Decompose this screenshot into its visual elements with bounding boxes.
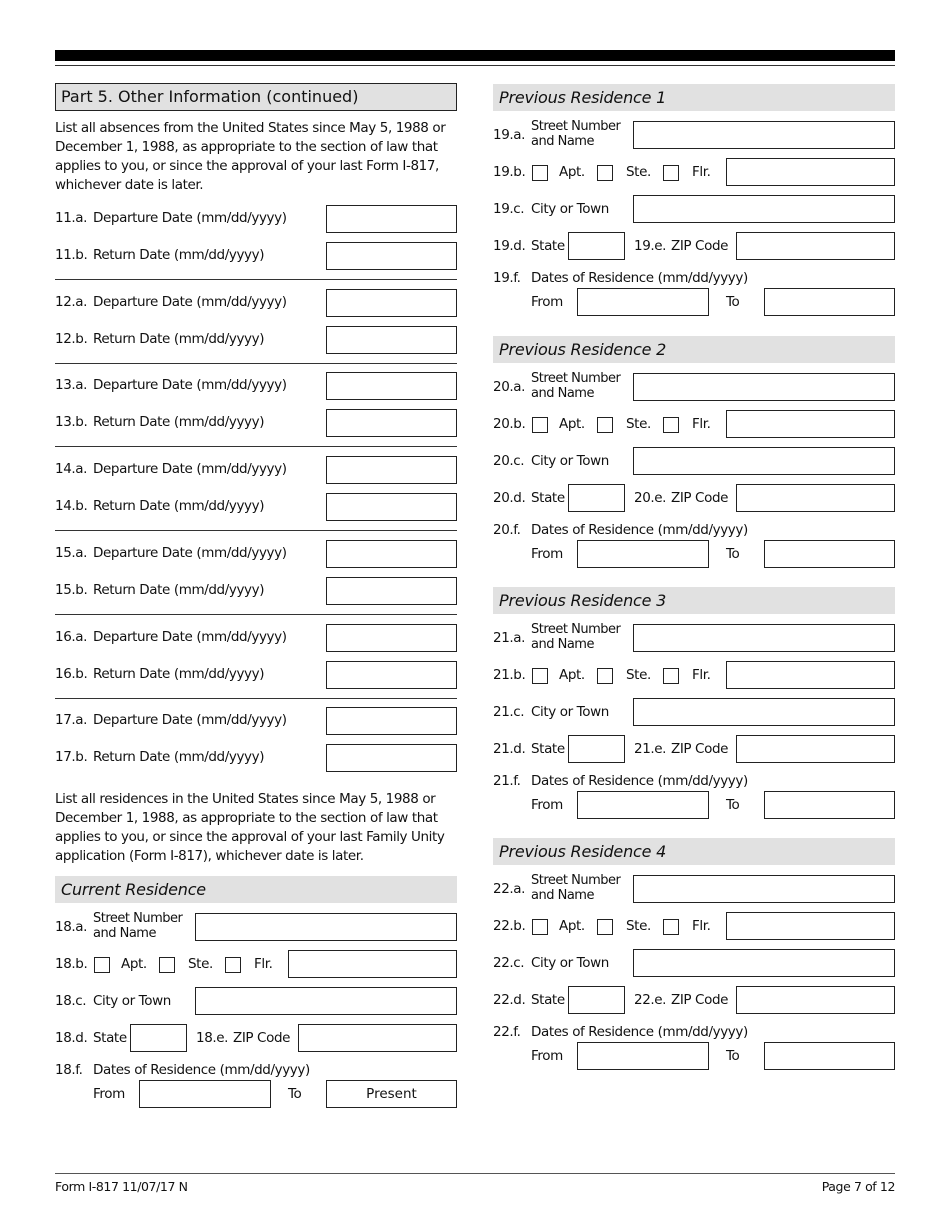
item-number: 19.f.: [493, 270, 521, 286]
to-label: To: [726, 1048, 740, 1064]
return-date-label-number: 14.b.: [55, 498, 88, 515]
street-label-line2: and Name: [531, 637, 594, 652]
footer-form-id: Form I-817 11/07/17 N: [55, 1179, 188, 1194]
street-number-and-name-input[interactable]: [195, 913, 457, 941]
apt-checkbox[interactable]: [532, 919, 548, 935]
state-input[interactable]: [130, 1024, 187, 1052]
from-label: From: [531, 1048, 563, 1064]
apt-ste-flr-number-input[interactable]: [726, 410, 895, 438]
item-number: 20.a.: [493, 378, 526, 395]
apt-checkbox[interactable]: [94, 957, 110, 973]
flr-label: Flr.: [692, 164, 711, 180]
state-input[interactable]: [568, 232, 625, 260]
ste-checkbox[interactable]: [597, 919, 613, 935]
flr-checkbox[interactable]: [663, 919, 679, 935]
to-date-input[interactable]: Present: [326, 1080, 457, 1108]
from-date-input[interactable]: [577, 540, 709, 568]
zip-code-input[interactable]: [736, 484, 895, 512]
item-number: 20.e.: [634, 489, 667, 506]
dates-of-residence-label: Dates of Residence (mm/dd/yyyy): [531, 773, 748, 789]
zip-code-input[interactable]: [736, 735, 895, 763]
to-label: To: [288, 1086, 302, 1102]
flr-label: Flr.: [692, 918, 711, 934]
item-number: 20.b.: [493, 415, 526, 432]
zip-code-input[interactable]: [298, 1024, 457, 1052]
flr-label: Flr.: [692, 415, 711, 432]
return-date-input[interactable]: [326, 661, 457, 689]
ste-checkbox[interactable]: [159, 957, 175, 973]
street-number-and-name-input[interactable]: [633, 624, 895, 652]
from-label: From: [531, 545, 563, 562]
ste-label: Ste.: [188, 956, 213, 972]
departure-date-input[interactable]: [326, 205, 457, 233]
state-label: State: [531, 992, 565, 1008]
street-label-line2: and Name: [531, 888, 594, 903]
state-label: State: [93, 1030, 127, 1046]
zip-code-label: ZIP Code: [671, 741, 729, 757]
item-number: 21.e.: [634, 741, 667, 757]
zip-code-input[interactable]: [736, 232, 895, 260]
return-date-label-number: 13.b.: [55, 414, 88, 431]
street-label: Street Number: [531, 873, 621, 888]
departure-date-input[interactable]: [326, 540, 457, 568]
to-date-input[interactable]: [764, 288, 895, 316]
item-number: 20.f.: [493, 521, 521, 538]
item-number: 21.c.: [493, 704, 525, 720]
previous-residence-2-header: Previous Residence 2: [493, 336, 895, 363]
section-divider: [55, 614, 457, 615]
from-label: From: [531, 797, 563, 813]
from-label: From: [531, 294, 563, 310]
departure-date-label: Departure Date (mm/dd/yyyy): [93, 461, 287, 478]
departure-date-label-number: 17.a.: [55, 712, 88, 729]
dates-of-residence-label: Dates of Residence (mm/dd/yyyy): [531, 270, 748, 286]
return-date-label: Return Date (mm/dd/yyyy): [93, 749, 265, 766]
item-number: 22.b.: [493, 918, 526, 934]
item-number: 18.f.: [55, 1062, 83, 1078]
item-number: 22.f.: [493, 1024, 521, 1040]
city-or-town-input[interactable]: [633, 447, 895, 475]
departure-date-label: Departure Date (mm/dd/yyyy): [93, 544, 287, 561]
return-date-label-number: 15.b.: [55, 581, 88, 598]
street-label: Street Number: [531, 622, 621, 637]
return-date-input[interactable]: [326, 326, 457, 354]
departure-date-label: Departure Date (mm/dd/yyyy): [93, 712, 287, 729]
ste-label: Ste.: [626, 415, 651, 432]
previous-residence-1-header: Previous Residence 1: [493, 84, 895, 111]
ste-checkbox[interactable]: [597, 668, 613, 684]
item-number: 19.a.: [493, 127, 526, 143]
item-number: 18.a.: [55, 919, 88, 935]
previous-residence-3-header: Previous Residence 3: [493, 587, 895, 614]
return-date-label: Return Date (mm/dd/yyyy): [93, 498, 265, 515]
flr-label: Flr.: [692, 667, 711, 683]
street-label-line2: and Name: [93, 926, 156, 941]
footer-page-number: Page 7 of 12: [821, 1179, 895, 1194]
city-or-town-input[interactable]: [633, 949, 895, 977]
apt-label: Apt.: [121, 956, 147, 972]
departure-date-input[interactable]: [326, 456, 457, 484]
top-thick-rule: [55, 50, 895, 61]
flr-checkbox[interactable]: [663, 417, 679, 433]
apt-label: Apt.: [559, 667, 585, 683]
state-input[interactable]: [568, 484, 625, 512]
departure-date-label-number: 15.a.: [55, 544, 88, 561]
to-label: To: [726, 545, 740, 562]
zip-code-input[interactable]: [736, 986, 895, 1014]
item-number: 18.c.: [55, 993, 87, 1009]
city-or-town-input[interactable]: [633, 698, 895, 726]
apt-label: Apt.: [559, 164, 585, 180]
from-date-input[interactable]: [577, 1042, 709, 1070]
part-title: Part 5. Other Information (continued): [55, 83, 457, 111]
ste-label: Ste.: [626, 164, 651, 180]
return-date-label-number: 12.b.: [55, 330, 88, 347]
from-date-input[interactable]: [577, 288, 709, 316]
state-label: State: [531, 741, 565, 757]
dates-of-residence-label: Dates of Residence (mm/dd/yyyy): [93, 1062, 310, 1078]
return-date-label: Return Date (mm/dd/yyyy): [93, 247, 265, 263]
street-label: Street Number: [93, 911, 183, 926]
city-label: City or Town: [531, 955, 609, 971]
departure-date-input[interactable]: [326, 707, 457, 735]
item-number: 19.e.: [634, 238, 667, 254]
return-date-label: Return Date (mm/dd/yyyy): [93, 665, 265, 682]
city-label: City or Town: [531, 704, 609, 720]
item-number: 18.e.: [196, 1030, 229, 1046]
section-divider: [55, 698, 457, 699]
zip-code-label: ZIP Code: [671, 238, 729, 254]
dates-of-residence-label: Dates of Residence (mm/dd/yyyy): [531, 1024, 748, 1040]
ste-checkbox[interactable]: [597, 165, 613, 181]
departure-date-input[interactable]: [326, 624, 457, 652]
apt-label: Apt.: [559, 415, 585, 432]
ste-label: Ste.: [626, 918, 651, 934]
top-thin-rule: [55, 65, 895, 66]
item-number: 21.a.: [493, 630, 526, 646]
to-label: To: [726, 797, 740, 813]
departure-date-label-number: 11.a.: [55, 210, 88, 226]
state-label: State: [531, 238, 565, 254]
zip-code-label: ZIP Code: [671, 489, 729, 506]
ste-checkbox[interactable]: [597, 417, 613, 433]
item-number: 19.d.: [493, 238, 526, 254]
state-label: State: [531, 489, 565, 506]
item-number: 21.b.: [493, 667, 526, 683]
section-divider: [55, 446, 457, 447]
return-date-label: Return Date (mm/dd/yyyy): [93, 414, 265, 431]
departure-date-label: Departure Date (mm/dd/yyyy): [93, 210, 287, 226]
item-number: 21.f.: [493, 773, 521, 789]
city-label: City or Town: [93, 993, 171, 1009]
item-number: 20.c.: [493, 452, 525, 469]
city-label: City or Town: [531, 452, 609, 469]
street-number-and-name-input[interactable]: [633, 121, 895, 149]
departure-date-label: Departure Date (mm/dd/yyyy): [93, 293, 287, 310]
flr-checkbox[interactable]: [663, 165, 679, 181]
to-label: To: [726, 294, 740, 310]
from-date-input[interactable]: [139, 1080, 271, 1108]
item-number: 22.d.: [493, 992, 526, 1008]
ste-label: Ste.: [626, 667, 651, 683]
absences-intro: List all absences from the United States since May 5, 1988 or December 1, 1988, as appropriate to the section of law that applies to you, or since the approval of your last Form I-817, whichever date is later.: [55, 120, 446, 193]
to-date-input[interactable]: [764, 1042, 895, 1070]
flr-checkbox[interactable]: [663, 668, 679, 684]
item-number: 19.b.: [493, 164, 526, 180]
departure-date-label-number: 12.a.: [55, 293, 88, 310]
item-number: 22.c.: [493, 955, 525, 971]
street-label-line2: and Name: [531, 134, 594, 149]
departure-date-input[interactable]: [326, 289, 457, 317]
apt-checkbox[interactable]: [532, 165, 548, 181]
apt-ste-flr-number-input[interactable]: [288, 950, 457, 978]
street-number-and-name-input[interactable]: [633, 875, 895, 903]
item-number: 21.d.: [493, 741, 526, 757]
section-divider: [55, 363, 457, 364]
dates-of-residence-label: Dates of Residence (mm/dd/yyyy): [531, 521, 748, 538]
apt-ste-flr-number-input[interactable]: [726, 912, 895, 940]
apt-checkbox[interactable]: [532, 668, 548, 684]
return-date-label: Return Date (mm/dd/yyyy): [93, 581, 265, 598]
street-label: Street Number: [531, 119, 621, 134]
street-label-line2: and Name: [531, 385, 594, 401]
city-label: City or Town: [531, 201, 609, 217]
to-date-input[interactable]: [764, 791, 895, 819]
departure-date-label-number: 16.a.: [55, 628, 88, 645]
zip-code-label: ZIP Code: [233, 1030, 291, 1046]
departure-date-input[interactable]: [326, 372, 457, 400]
return-date-label-number: 17.b.: [55, 749, 88, 766]
item-number: 20.d.: [493, 489, 526, 506]
return-date-input[interactable]: [326, 409, 457, 437]
item-number: 18.d.: [55, 1030, 88, 1046]
return-date-input[interactable]: [326, 744, 457, 772]
return-date-label-number: 11.b.: [55, 247, 88, 263]
item-number: 18.b.: [55, 956, 88, 972]
residences-intro: List all residences in the United States since May 5, 1988 or December 1, 1988, as appropriate to the section of law that applies to you, or since the approval of your last Family Unity application (Form I-817), whichever date is later.: [55, 791, 445, 864]
item-number: 22.a.: [493, 881, 526, 897]
section-divider: [55, 279, 457, 280]
return-date-label: Return Date (mm/dd/yyyy): [93, 330, 265, 347]
to-date-input[interactable]: [764, 540, 895, 568]
return-date-input[interactable]: [326, 242, 457, 270]
from-date-input[interactable]: [577, 791, 709, 819]
state-input[interactable]: [568, 735, 625, 763]
apt-checkbox[interactable]: [532, 417, 548, 433]
return-date-input[interactable]: [326, 577, 457, 605]
zip-code-label: ZIP Code: [671, 992, 729, 1008]
city-or-town-input[interactable]: [633, 195, 895, 223]
flr-checkbox[interactable]: [225, 957, 241, 973]
item-number: 22.e.: [634, 992, 667, 1008]
flr-label: Flr.: [254, 956, 273, 972]
departure-date-label-number: 14.a.: [55, 461, 88, 478]
street-number-and-name-input[interactable]: [633, 373, 895, 401]
return-date-input[interactable]: [326, 493, 457, 521]
street-label: Street Number: [531, 370, 621, 386]
city-or-town-input[interactable]: [195, 987, 457, 1015]
departure-date-label: Departure Date (mm/dd/yyyy): [93, 377, 287, 394]
from-label: From: [93, 1086, 125, 1102]
section-divider: [55, 530, 457, 531]
item-number: 19.c.: [493, 201, 525, 217]
departure-date-label: Departure Date (mm/dd/yyyy): [93, 628, 287, 645]
state-input[interactable]: [568, 986, 625, 1014]
apt-ste-flr-number-input[interactable]: [726, 158, 895, 186]
footer-rule: [55, 1173, 895, 1174]
departure-date-label-number: 13.a.: [55, 377, 88, 394]
current-residence-header: Current Residence: [55, 876, 457, 903]
return-date-label-number: 16.b.: [55, 665, 88, 682]
previous-residence-4-header: Previous Residence 4: [493, 838, 895, 865]
apt-label: Apt.: [559, 918, 585, 934]
apt-ste-flr-number-input[interactable]: [726, 661, 895, 689]
